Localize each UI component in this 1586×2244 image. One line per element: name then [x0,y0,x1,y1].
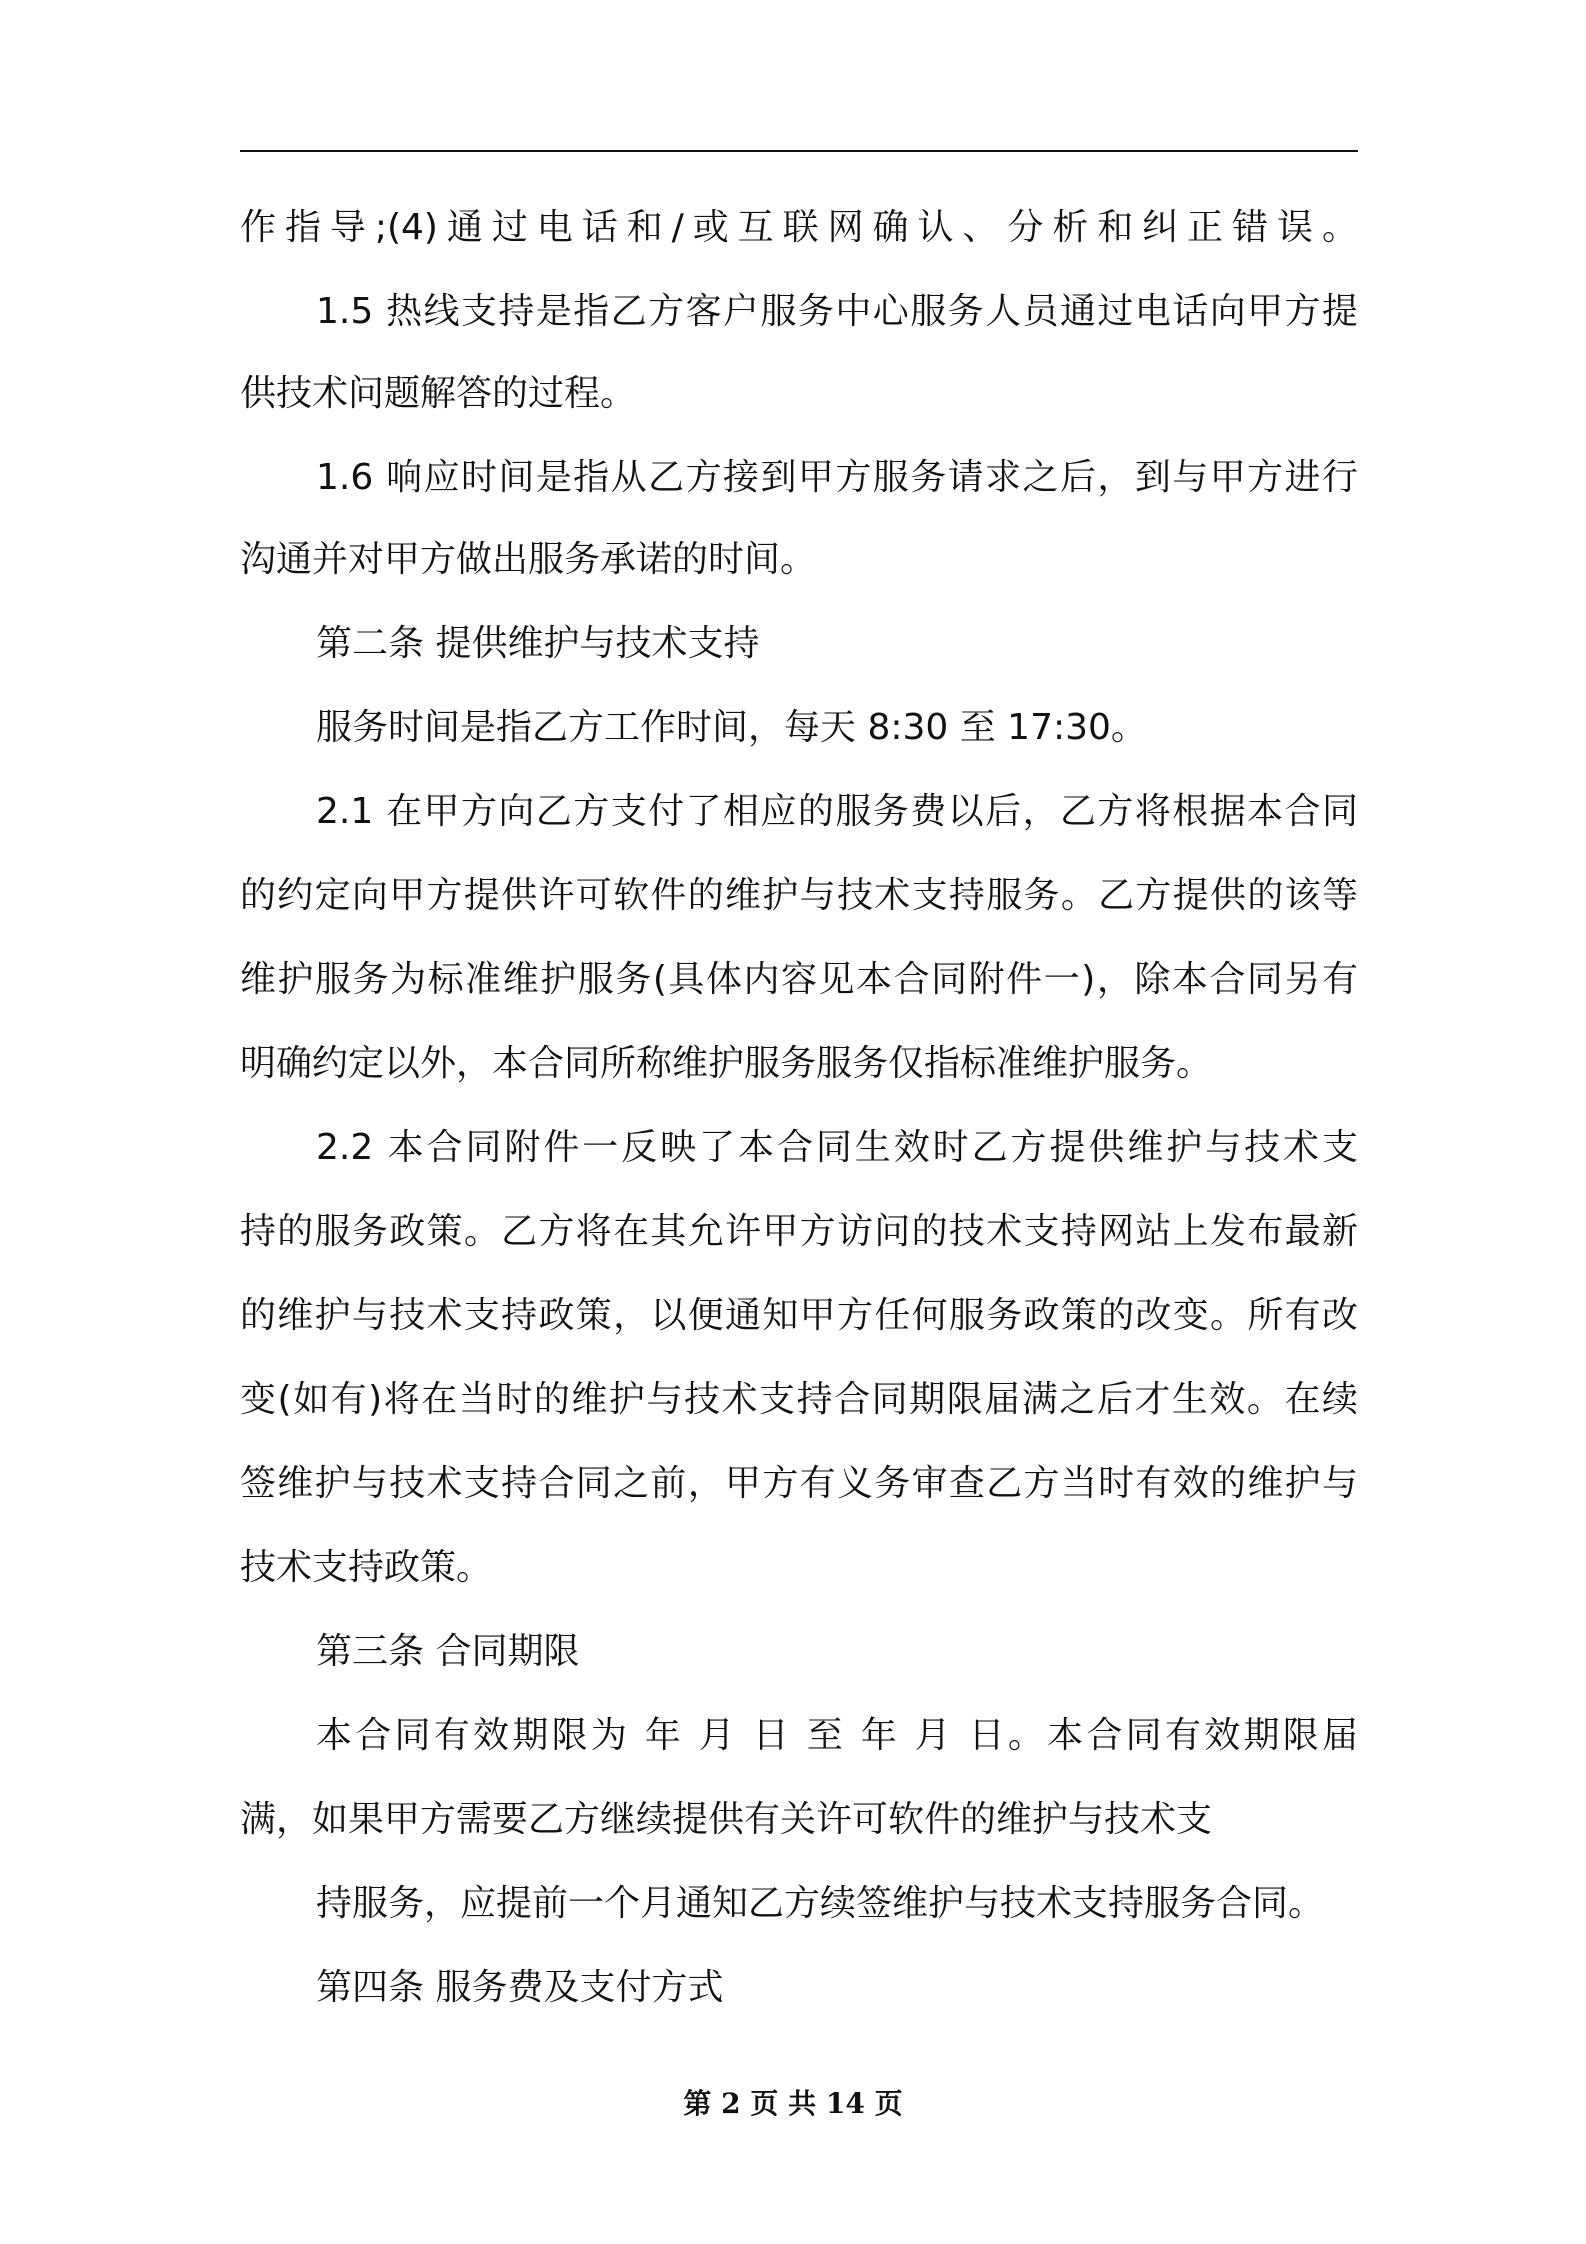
text-line: 维护服务为标准维护服务(具体内容见本合同附件一)，除本合同另有 [240,959,1358,1000]
text-line: 供技术问题解答的过程。 [240,373,637,414]
text-line: 作指导;(4)通过电话和/或互联网确认、分析和纠正错误。 [240,207,1358,248]
page-number: 第 2 页 共 14 页 [683,2087,903,2120]
section-heading: 第四条 服务费及支付方式 [316,1967,724,2008]
text-line: 持的服务政策。乙方将在其允许甲方访问的技术支持网站上发布最新 [240,1211,1358,1252]
text-line: 技术支持政策。 [240,1547,493,1588]
text-line: 1.5 热线支持是指乙方客户服务中心服务人员通过电话向甲方提 [316,291,1358,332]
text-line: 的维护与技术支持政策，以便通知甲方任何服务政策的改变。所有改 [240,1295,1358,1336]
text-line: 的约定向甲方提供许可软件的维护与技术支持服务。乙方提供的该等 [240,875,1358,916]
text-line: 沟通并对甲方做出服务承诺的时间。 [240,539,817,580]
text-line: 持服务，应提前一个月通知乙方续签维护与技术支持服务合同。 [316,1883,1325,1924]
text-line: 明确约定以外，本合同所称维护服务服务仅指标准维护服务。 [240,1043,1213,1084]
text-line: 2.1 在甲方向乙方支付了相应的服务费以后，乙方将根据本合同 [316,791,1358,832]
section-heading: 第三条 合同期限 [316,1631,580,1672]
text-line: 满，如果甲方需要乙方继续提供有关许可软件的维护与技术支 [240,1799,1213,1840]
text-line: 1.6 响应时间是指从乙方接到甲方服务请求之后，到与甲方进行 [316,457,1358,498]
text-line: 变(如有)将在当时的维护与技术支持合同期限届满之后才生效。在续 [240,1379,1358,1420]
text-line: 签维护与技术支持合同之前，甲方有义务审查乙方当时有效的维护与 [240,1463,1358,1504]
section-heading: 第二条 提供维护与技术支持 [316,623,760,664]
text-line: 本合同有效期限为 年 月 日 至 年 月 日。本合同有效期限届 [316,1715,1358,1756]
text-line: 2.2 本合同附件一反映了本合同生效时乙方提供维护与技术支 [316,1127,1358,1168]
header-rule [240,150,1358,152]
text-line: 服务时间是指乙方工作时间，每天 8:30 至 17:30。 [316,707,1147,748]
